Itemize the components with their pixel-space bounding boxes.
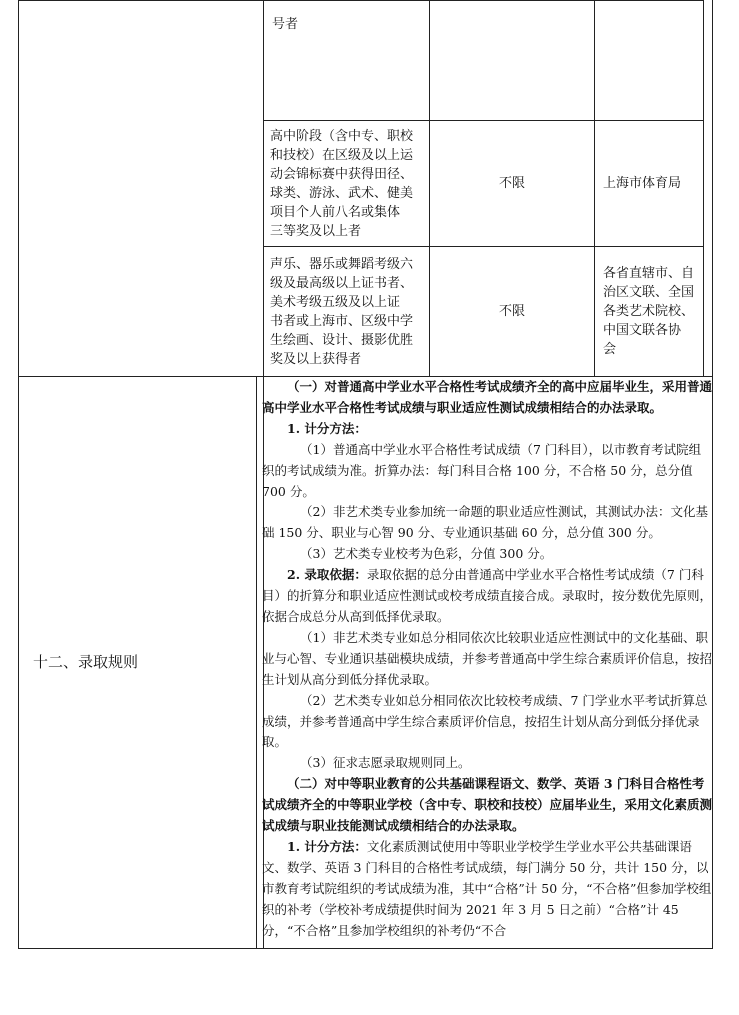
rule-para: （一）对普通高中学业水平合格性考试成绩齐全的高中应届毕业生，采用普通高中学业水平合格性考试成绩与职业适应性测试成绩相结合的办法录取。: [262, 379, 713, 415]
age-cell: [429, 120, 595, 247]
dept-cell: [594, 0, 704, 121]
section-title: 十二、录取规则: [33, 653, 139, 671]
rules-text-block: [262, 377, 712, 941]
age-text: 不限: [498, 304, 525, 319]
condition-text: 声乐、器乐或舞蹈考级六 级及最高级以上证书者、 美术考级五级及以上证 书者或上海市、区级中学 生绘画、设计、摄影优胜 奖及以上获得者: [270, 256, 414, 367]
rule-para: [262, 837, 712, 942]
rule-text: 录取依据的总分由普通高中学业水平合格性考试成绩（7 门科目）的折算分和职业适应性测试或校考成绩直接合成。录取时，按分数优先原则，依据合成总分从高到低择优录取。: [262, 567, 713, 624]
rule-text: 文化素质测试使用中等职业学校学生学业水平公共基础课语文、数学、英语 3 门科目的合格性考试成绩，每门满分 50 分，共计 150 分，以市教育考试院组织的考试成绩为准，其中“合格”计 50 分，“不合格”但参加学校组织的补考（学校补考成绩提供时间为 2021 年 3 月 5 日之前）“合格”计 45 分，“不合格”且参加学校组织的补考仍“不合: [262, 838, 712, 938]
rule-para: （3）征求志愿录取规则同上。: [300, 755, 471, 771]
rule-heading: 1. 计分方法：: [287, 838, 367, 854]
rule-para: （二）对中等职业教育的公共基础课程语文、数学、英语 3 门科目合格性考试成绩齐全的中等职业学校（含中专、职校和技校）应届毕业生，采用文化素质测试成绩与职业技能测试成绩相结合的办法录取。: [262, 776, 713, 834]
rule-para: （1）普通高中学业水平合格性考试成绩（7 门科目），以市教育考试院组织的考试成绩为准。折算办法：每门科目合格 100 分，不合格 50 分，总分值 700 分。: [262, 441, 702, 499]
condition-cell: [263, 246, 430, 377]
rule-para: （3）艺术类专业校考为色彩，分值 300 分。: [300, 546, 553, 562]
rule-para: （2）非艺术类专业参加统一命题的职业适应性测试，其测试办法：文化基础 150 分、职业与心智 90 分、专业通识基础 60 分，总分值 300 分。: [262, 504, 708, 541]
condition-text: 高中阶段（含中专、职校 和技校）在区级及以上运 动会锦标赛中获得田径、 球类、游泳、武术、健美 项目个人前八名或集体 三等奖及以上者: [270, 128, 414, 239]
dept-cell: [594, 120, 704, 247]
condition-cell: [263, 120, 430, 247]
condition-cell: 号者: [263, 0, 430, 121]
dept-text: 上海市体育局: [603, 176, 682, 191]
rule-heading: 2. 录取依据：: [287, 567, 367, 583]
rule-para: （1）非艺术类专业如总分相同依次比较职业适应性测试中的文化基础、职业与心智、专业通识基础模块成绩，并参考普通高中学生综合素质评价信息，按招生计划从高分到低分择优录取。: [262, 629, 713, 687]
table-left-blank-cell: [18, 0, 264, 377]
rule-para: 1. 计分方法：: [287, 420, 367, 436]
section-title-cell: [18, 376, 264, 949]
rule-para: [262, 565, 712, 628]
age-cell: [429, 0, 595, 121]
dept-cell: [594, 246, 704, 377]
age-cell: [429, 246, 595, 377]
age-text: 不限: [498, 176, 525, 191]
dept-text: 各省直辖市、自 治区文联、全国 各类艺术院校、 中国文联各协 会: [603, 266, 695, 357]
rule-para: （2）艺术类专业如总分相同依次比较校考成绩、7 门学业水平考试折算总成绩，并参考普通高中学生综合素质评价信息，按招生计划从高分到低分择优录取。: [262, 692, 708, 750]
